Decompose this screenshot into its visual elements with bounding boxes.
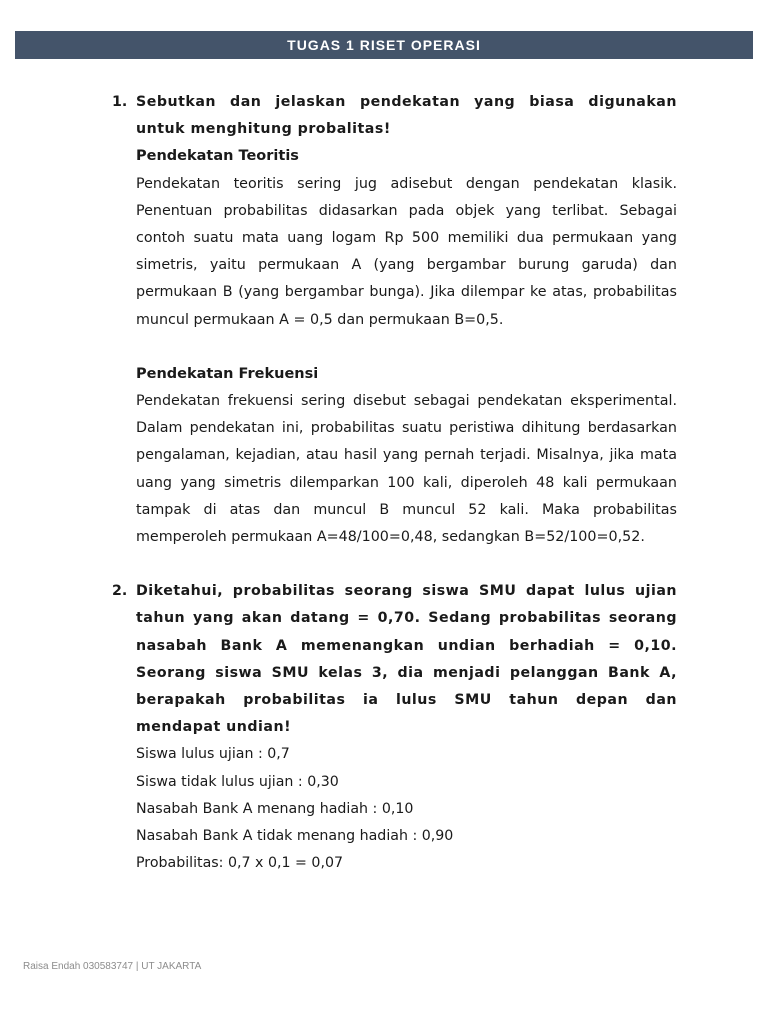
section-heading: Pendekatan Teoritis bbox=[136, 148, 299, 165]
answer-line: Nasabah Bank A menang hadiah : 0,10 bbox=[136, 800, 414, 817]
page-title: TUGAS 1 RISET OPERASI bbox=[287, 37, 481, 53]
section-heading: Pendekatan Frekuensi bbox=[136, 365, 319, 382]
answer-line: Probabilitas: 0,7 x 0,1 = 0,07 bbox=[136, 855, 344, 872]
answer-line: Nasabah Bank A tidak menang hadiah : 0,90 bbox=[136, 828, 454, 845]
document-body bbox=[112, 89, 677, 877]
question-text: Diketahui, probabilitas seorang siswa SMU dapat lulus ujian tahun yang akan datang = 0,70. Sedang probabilitas seorang nasabah Bank A memenangkan undian berhadiah = 0,10. Seorang siswa SMU kelas 3, dia menjadi pelanggan Bank A, berapakah probabilitas ia lulus SMU tahun depan dan mendapat undian! bbox=[136, 583, 677, 736]
answer-line: Siswa tidak lulus ujian : 0,30 bbox=[136, 773, 339, 790]
question-2 bbox=[112, 578, 677, 877]
question-text: Sebutkan dan jelaskan pendekatan yang biasa digunakan untuk menghitung probalitas! bbox=[136, 94, 677, 138]
question-number: 2. bbox=[112, 583, 128, 600]
answer-line: Siswa lulus ujian : 0,7 bbox=[136, 746, 290, 763]
question-1 bbox=[112, 89, 677, 551]
section-paragraph: Pendekatan frekuensi sering disebut sebagai pendekatan eksperimental. Dalam pendekatan ini, probabilitas suatu peristiwa dihitung berdasarkan pengalaman, kejadian, atau hasil yang pernah terjadi. Misalnya, jika mata uang yang simetris dilemparkan 100 kali, diperoleh 48 kali permukaan tampak di atas dan muncul B muncul 52 kali. Maka probabilitas memperoleh permukaan A=48/100=0,48, sedangkan B=52/100=0,52. bbox=[136, 393, 677, 546]
header-bar bbox=[15, 31, 753, 59]
section-paragraph: Pendekatan teoritis sering jug adisebut dengan pendekatan klasik. Penentuan probabilitas didasarkan pada objek yang terlibat. Sebagai contoh suatu mata uang logam Rp 500 memiliki dua permukaan yang simetris, yaitu permukaan A (yang bergambar burung garuda) dan permukaan B (yang bergambar bunga). Jika dilempar ke atas, probabilitas muncul permukaan A = 0,5 dan permukaan B=0,5. bbox=[136, 175, 677, 328]
page-footer: Raisa Endah 030583747 | UT JAKARTA bbox=[23, 961, 202, 972]
question-number: 1. bbox=[112, 94, 128, 110]
